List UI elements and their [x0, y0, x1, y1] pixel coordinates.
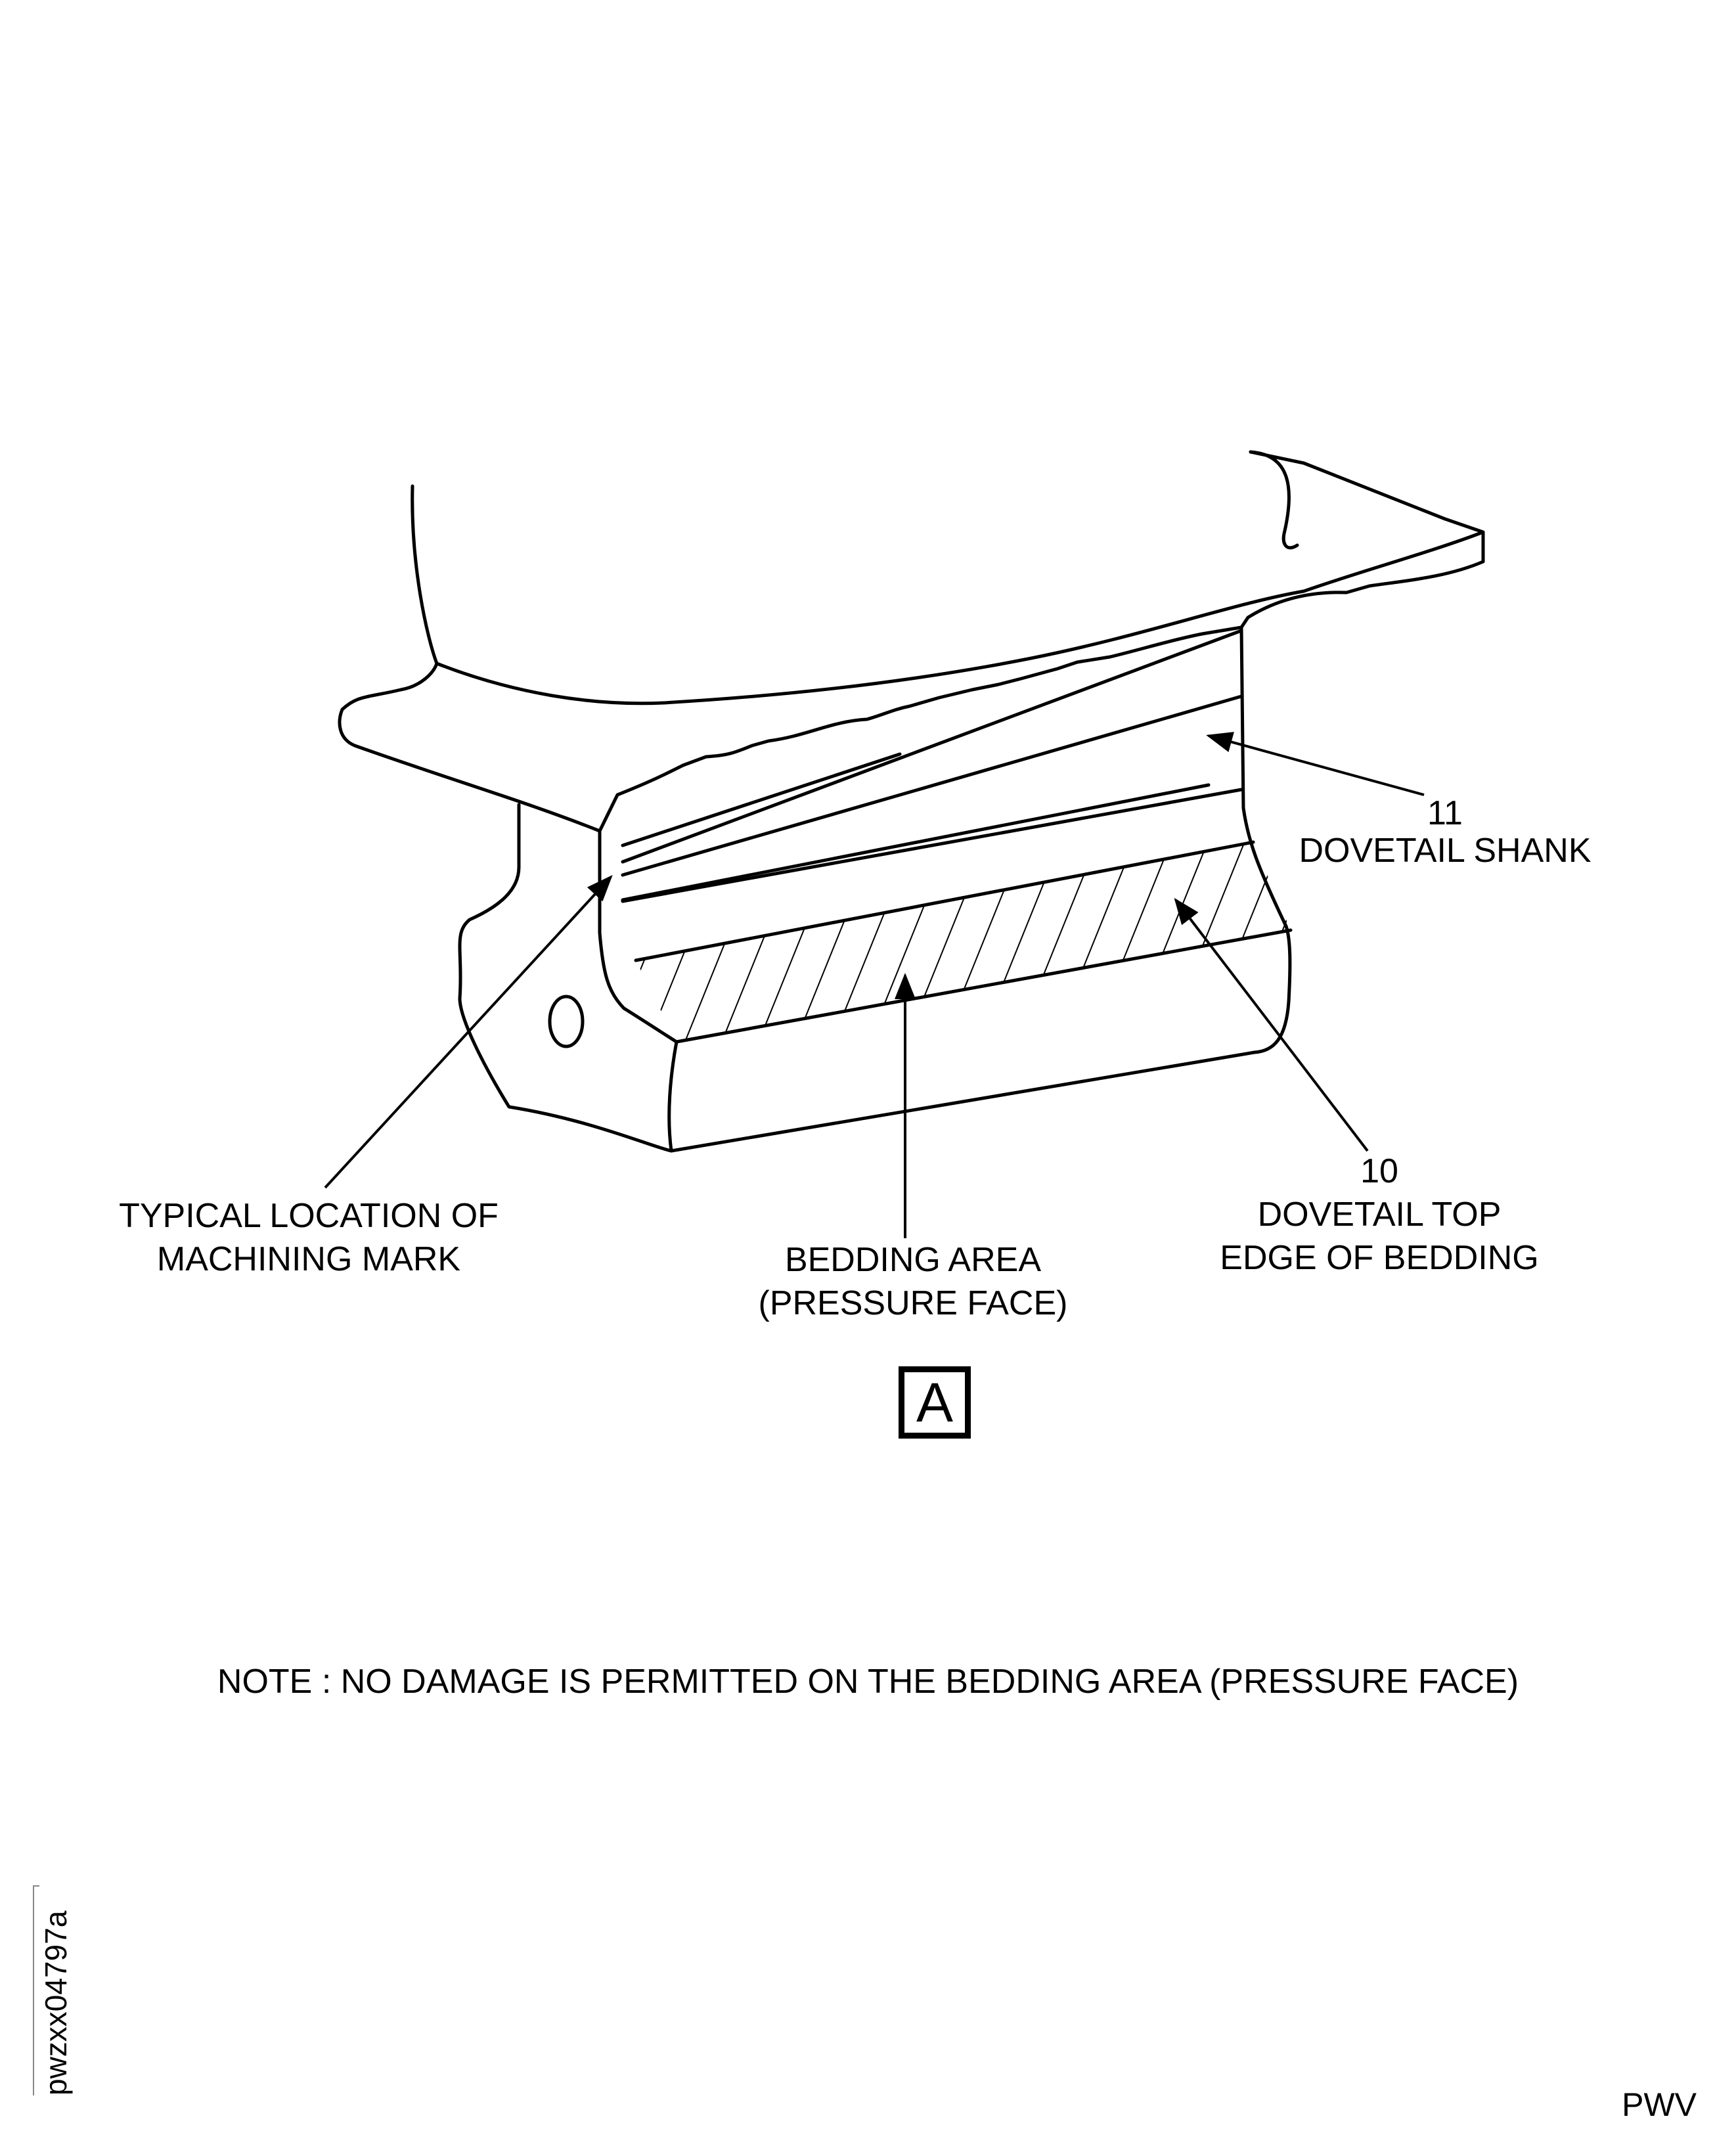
callout-bedding-line1: BEDDING AREA: [784, 1241, 1042, 1279]
platform-outline: [340, 452, 1483, 831]
dovetail-hole: [550, 997, 583, 1046]
callout-bedding-line2: (PRESSURE FACE): [758, 1284, 1068, 1322]
callout-item10-number: 10: [1360, 1152, 1398, 1190]
leader-item11: [1209, 736, 1424, 795]
platform-underside: [600, 627, 1241, 831]
callout-item10-line1: DOVETAIL TOP: [1257, 1196, 1502, 1234]
airfoil-left-edge: [412, 486, 437, 663]
bedding-hatch: [591, 821, 1327, 1071]
figure-id: pwzxx04797a: [39, 1910, 73, 2095]
note-text: NOTE : NO DAMAGE IS PERMITTED ON THE BEDDING AREA (PRESSURE FACE): [217, 1663, 1519, 1701]
callout-item10: [1195, 1150, 1563, 1280]
callout-machining-line1: TYPICAL LOCATION OF: [119, 1197, 499, 1235]
leader-machining: [325, 877, 611, 1188]
view-label-box: A: [899, 1366, 971, 1439]
callout-item11-label: DOVETAIL SHANK: [1299, 832, 1591, 870]
callout-bedding-area: [729, 1238, 1097, 1325]
shank-left-face: [600, 831, 624, 1008]
airfoil-right-edge: [1251, 452, 1297, 548]
callout-item11-number: 11: [1427, 794, 1463, 832]
corner-code: PWV: [1622, 2086, 1697, 2123]
callout-item10-line2: EDGE OF BEDDING: [1220, 1239, 1539, 1277]
callout-machining-mark: [85, 1194, 532, 1281]
leader-item10: [1176, 900, 1368, 1151]
callout-machining-line2: MACHINING MARK: [156, 1240, 461, 1278]
